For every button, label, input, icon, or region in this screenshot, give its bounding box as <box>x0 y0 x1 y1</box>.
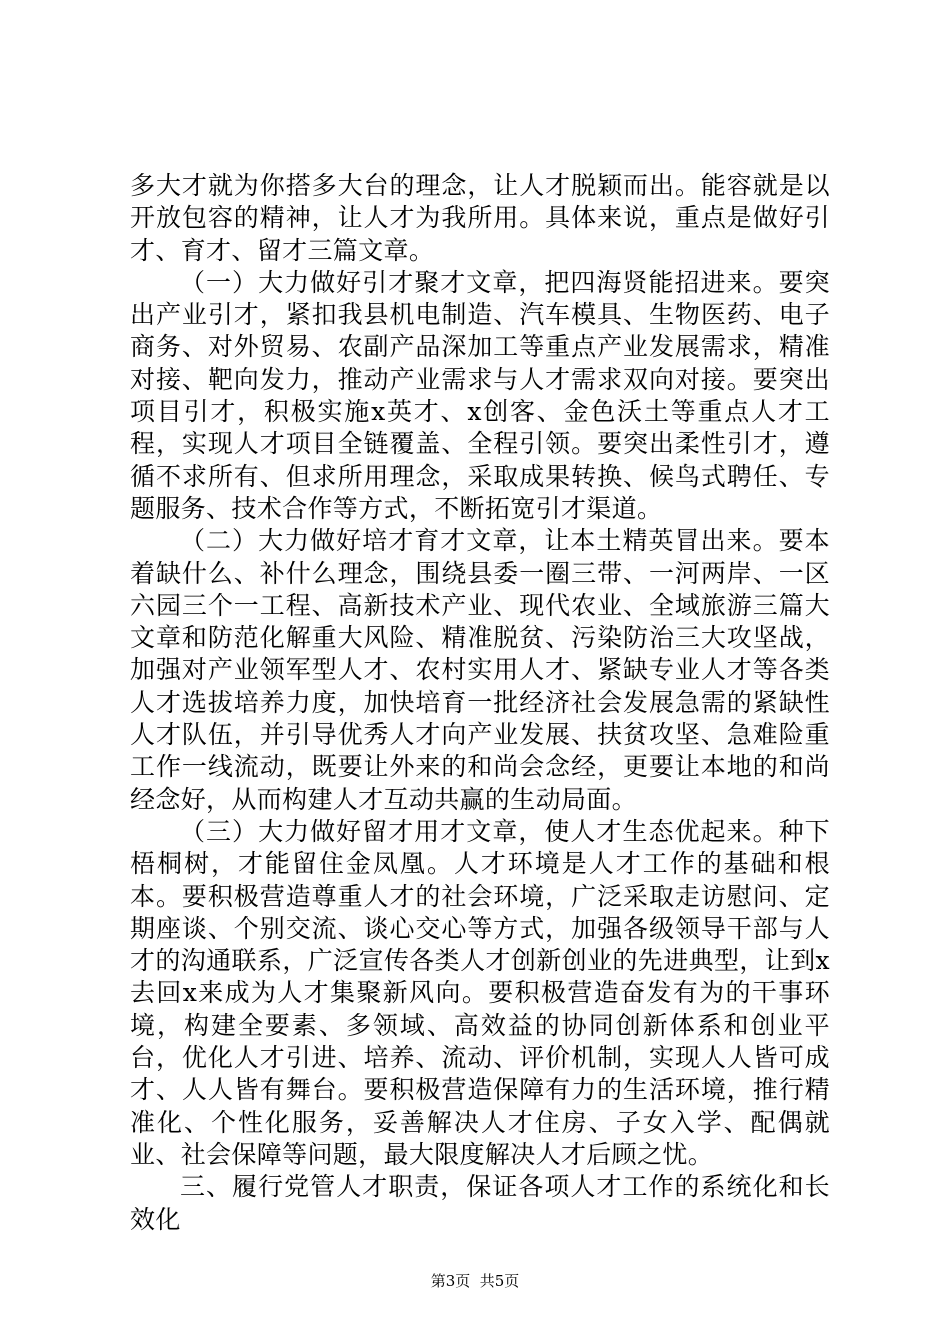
section-heading-3: 三、履行党管人才职责，保证各项人才工作的系统化和长效化 <box>130 1172 830 1234</box>
paragraph-intro-continuation: 多大才就为你搭多大台的理念，让人才脱颖而出。能容就是以开放包容的精神，让人才为我所用。具体来说，重点是做好引才、育才、留才三篇文章。 <box>130 171 830 265</box>
paragraph-section-2: （二）大力做好培才育才文章，让本土精英冒出来。要本着缺什么、补什么理念，围绕县委一圈三带、一河两岸、一区六园三个一工程、高新技术产业、现代农业、全域旅游三篇大文章和防范化解重大风险、精准脱贫、污染防治三大攻坚战，加强对产业领军型人才、农村实用人才、紧缺专业人才等各类人才选拔培养力度，加快培育一批经济社会发展急需的紧缺性人才队伍，并引导优秀人才向产业发展、扶贫攻坚、急难险重工作一线流动，既要让外来的和尚会念经，更要让本地的和尚经念好，从而构建人才互动共赢的生动局面。 <box>130 526 830 814</box>
paragraph-section-3: （三）大力做好留才用才文章，使人才生态优起来。种下梧桐树，才能留住金凤凰。人才环境是人才工作的基础和根本。要积极营造尊重人才的社会环境，广泛采取走访慰问、定期座谈、个别交流、谈心交心等方式，加强各级领导干部与人才的沟通联系，广泛宣传各类人才创新创业的先进典型，让到x去回x来成为人才集聚新风向。要积极营造奋发有为的干事环境，构建全要素、多领域、高效益的协同创新体系和创业平台，优化人才引进、培养、流动、评价机制，实现人人皆可成才、人人皆有舞台。要积极营造保障有力的生活环境，推行精准化、个性化服务，妥善解决人才住房、子女入学、配偶就业、社会保障等问题，最大限度解决人才后顾之忧。 <box>130 816 830 1169</box>
page-number-label: 第3页 共5页 <box>430 1272 520 1290</box>
page-footer <box>0 1271 950 1291</box>
document-body <box>130 170 830 1236</box>
paragraph-section-1: （一）大力做好引才聚才文章，把四海贤能招进来。要突出产业引才，紧扣我县机电制造、汽车模具、生物医药、电子商务、对外贸易、农副产品深加工等重点产业发展需求，精准对接、靶向发力，推动产业需求与人才需求双向对接。要突出项目引才，积极实施x英才、x创客、金色沃土等重点人才工程，实现人才项目全链覆盖、全程引领。要突出柔性引才，遵循不求所有、但求所用理念，采取成果转换、候鸟式聘任、专题服务、技术合作等方式，不断拓宽引才渠道。 <box>130 267 830 523</box>
